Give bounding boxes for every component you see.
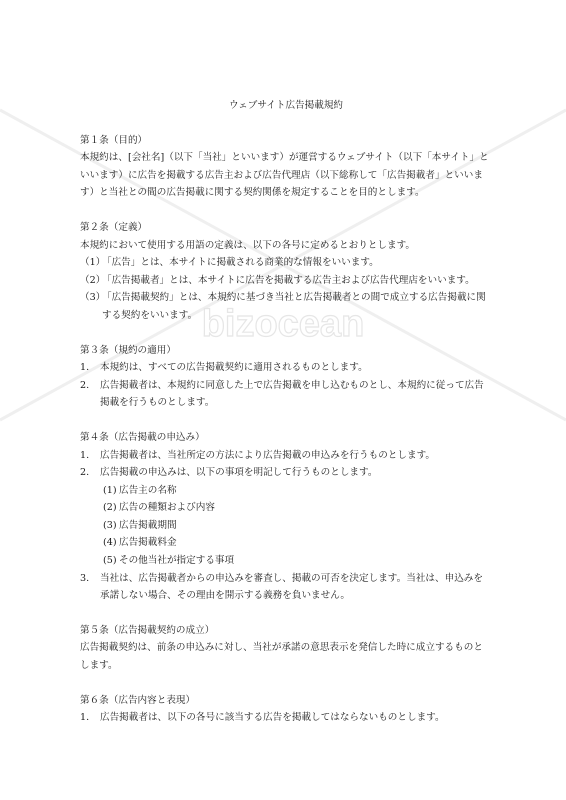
sub-item-number: (1) <box>103 484 117 496</box>
article-2 <box>80 219 492 325</box>
sub-item-text: 広告の種類および内容 <box>119 502 215 514</box>
list-item-text: 当社は、広告掲載者からの申込みを審査し、掲載の可否を決定します。当社は、申込みを承諾しない場合、その理由を開示する義務を負いません。 <box>100 572 483 602</box>
list-item <box>80 289 492 324</box>
list-item-text: 「広告掲載契約」とは、本規約に基づき当社と広告掲載者との間で成立する広告掲載に関する契約をいいます。 <box>102 292 486 321</box>
list-item-text: 本規約は、すべての広告掲載契約に適用されるものとします。 <box>100 362 368 374</box>
article-heading: 第６条（広告内容と表現） <box>80 694 196 706</box>
list-item-text: 「広告掲載者」とは、本サイトに広告を掲載する広告主および広告代理店をいいます。 <box>102 274 475 286</box>
list-item <box>80 254 492 272</box>
sub-item-text: 広告主の名称 <box>119 484 177 496</box>
article-body: 広告掲載契約は、前条の申込みに対し、当社が承諾の意思表示を発信した時に成立するものとします。 <box>80 642 483 672</box>
list-item-text: 広告掲載者は、以下の各号に該当する広告を掲載してはならないものとします。 <box>100 712 445 724</box>
list-item-number: 1. <box>80 449 90 461</box>
article-heading: 第４条（広告掲載の申込み） <box>80 431 205 443</box>
article-3 <box>80 342 492 412</box>
list-item-number: （2） <box>80 274 106 286</box>
list-item <box>80 377 492 412</box>
sub-list-item <box>80 517 492 535</box>
article-body: 本規約は、[会社名]（以下「当社」といいます）が運営するウェブサイト（以下「本サイト」といいます）に広告を掲載する広告主および広告代理店（以下総称して「広告掲載者」といいます）と当社との間の広告掲載に関する契約関係を規定することを目的とします。 <box>80 152 489 199</box>
list-item <box>80 570 492 605</box>
article-1 <box>80 132 492 202</box>
list-item-text: 広告掲載者は、本規約に同意した上で広告掲載を申し込むものとし、本規約に従って広告掲載を行うものとします。 <box>100 379 484 409</box>
list-item <box>80 464 492 482</box>
sub-item-text: その他当社が指定する事項 <box>119 555 235 567</box>
sub-item-number: (3) <box>103 519 117 531</box>
list-item-number: 2. <box>80 467 90 479</box>
watermark-logo: bizocean <box>201 303 365 345</box>
list-item-text: 広告掲載の申込みは、以下の事項を明記して行うものとします。 <box>100 467 378 479</box>
list-item <box>80 709 492 727</box>
article-body: 本規約において使用する用語の定義は、以下の各号に定めるとおりとします。 <box>80 239 416 251</box>
list-item-number: 1. <box>80 362 90 374</box>
article-heading: 第１条（目的） <box>80 134 148 146</box>
list-item-number: 2. <box>80 379 90 391</box>
document-page <box>80 97 492 727</box>
list-item-number: 1. <box>80 712 90 724</box>
list-item <box>80 447 492 465</box>
sub-list-item <box>80 499 492 517</box>
sub-list-item <box>80 552 492 570</box>
sub-item-number: (4) <box>103 537 117 549</box>
sub-item-text: 広告掲載期間 <box>119 519 177 531</box>
article-4 <box>80 429 492 605</box>
article-heading: 第２条（定義） <box>80 221 148 233</box>
article-heading: 第３条（規約の適用） <box>80 344 176 356</box>
list-item-number: （1） <box>80 257 106 269</box>
article-6 <box>80 692 492 727</box>
sub-list-item <box>80 534 492 552</box>
sub-item-number: (5) <box>103 555 117 567</box>
sub-list-item <box>80 482 492 500</box>
article-heading: 第５条（広告掲載契約の成立） <box>80 624 215 636</box>
list-item <box>80 272 492 290</box>
list-item-number: 3. <box>80 572 90 584</box>
document-title: ウェブサイト広告掲載規約 <box>228 100 344 111</box>
sub-item-text: 広告掲載料金 <box>119 537 177 549</box>
list-item-text: 広告掲載者は、当社所定の方法により広告掲載の申込みを行うものとします。 <box>100 449 436 461</box>
list-item-number: （3） <box>80 292 106 304</box>
list-item-text: 「広告」とは、本サイトに掲載される商業的な情報をいいます。 <box>102 257 379 269</box>
sub-item-number: (2) <box>103 502 117 514</box>
list-item <box>80 359 492 377</box>
article-5 <box>80 622 492 675</box>
